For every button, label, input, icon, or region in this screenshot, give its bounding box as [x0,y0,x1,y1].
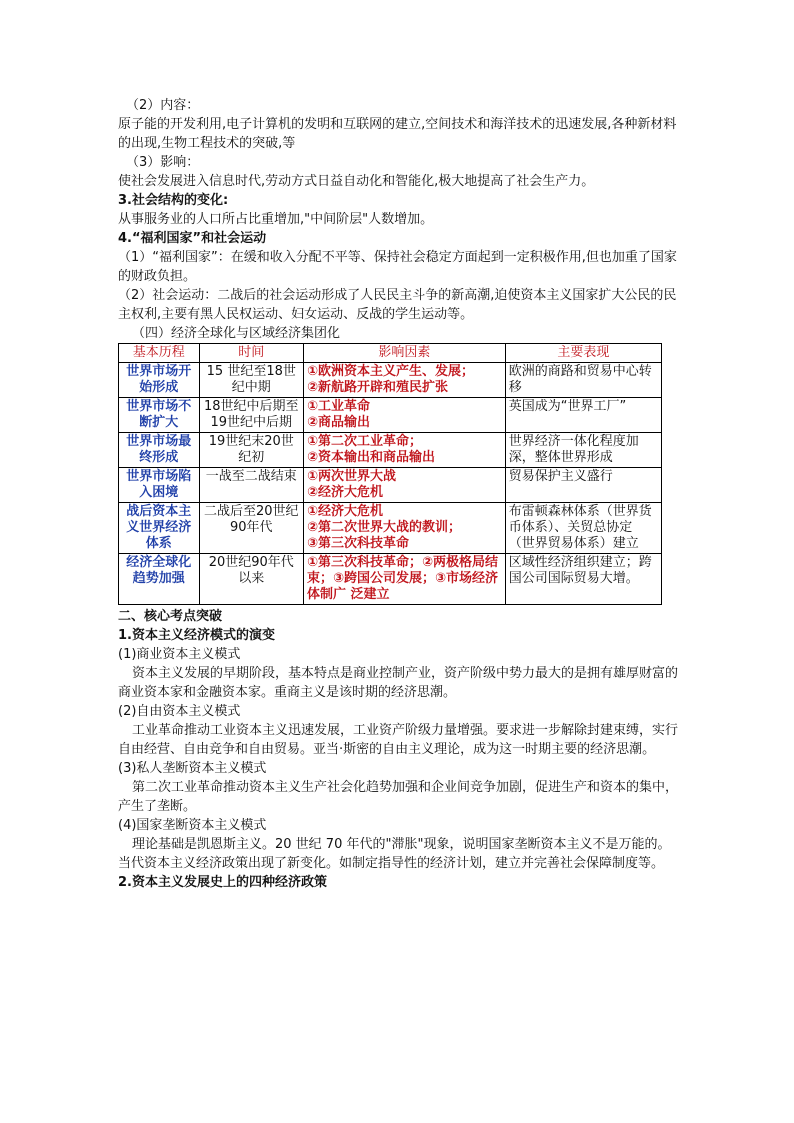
cell-stage: 世界市场陷入困境 [119,468,200,503]
table-header-row [119,344,662,363]
cell-factors [303,433,505,468]
factor-line: ③第三次科技革命 [306,536,409,551]
effect-heading: （3）影响： [126,155,200,170]
cell-time: 二战后至20世纪90年代 [199,503,303,554]
table-title: （四）经济全球化与区域经济集团化 [132,326,341,341]
cell-show: 欧洲的商路和贸易中心转移 [505,363,661,398]
content-text: 原子能的开发利用,电子计算机的发明和互联网的建立,空间技术和海洋技术的迅速发展,各种新材料的出现,生物工程技术的突破,等 [118,117,677,151]
section-four-policies: 2.资本主义发展史上的四种经济政策 [118,875,327,890]
cell-show: 世界经济一体化程度加深，整体世界形成 [505,433,661,468]
table-row [119,503,662,554]
cell-stage: 战后资本主义世界经济体系 [119,503,200,554]
commercial-text: 资本主义发展的早期阶段，基本特点是商业控制产业，资产阶级中势力最大的是拥有雄厚财富的商业资本家和金融资本家。重商主义是该时期的经济思潮。 [118,666,679,700]
header-time: 时间 [199,344,303,363]
social-structure-text: 从事服务业的人口所占比重增加,"中间阶层"人数增加。 [118,212,434,227]
factor-line: ②商品输出 [306,415,370,430]
cell-time: 19世纪末20世纪初 [199,433,303,468]
header-factors: 影响因素 [303,344,505,363]
cell-factors [303,398,505,433]
document-page [118,96,678,892]
factor-line: ②新航路开辟和殖民扩张 [306,380,448,395]
section-economic-models: 1.资本主义经济模式的演变 [118,628,275,643]
cell-stage: 世界市场最终形成 [119,433,200,468]
cell-show: 布雷顿森林体系（世界货币体系）、关贸总协定（世界贸易体系）建立 [505,503,661,554]
content-heading: （2）内容： [126,98,200,113]
subsection-state-monopoly: (4)国家垄断资本主义模式 [118,818,267,833]
subsection-private-monopoly: (3)私人垄断资本主义模式 [118,761,267,776]
factor-line: ②资本输出和商品输出 [306,450,435,465]
cell-stage: 世界市场不断扩大 [119,398,200,433]
section-welfare: 4.“福利国家”和社会运动 [118,231,267,246]
table-row [119,433,662,468]
free-text: 工业革命推动工业资本主义迅速发展，工业资产阶级力量增强。要求进一步解除封建束缚，实行自由经营、自由竞争和自由贸易。亚当·斯密的自由主义理论，成为这一时期主要的经济思潮。 [118,723,679,757]
header-show: 主要表现 [505,344,661,363]
private-monopoly-text: 第二次工业革命推动资本主义生产社会化趋势加强和企业间竞争加剧，促进生产和资本的集中，产生了垄断。 [118,780,679,814]
cell-time: 20世纪90年代以来 [199,554,303,605]
table-row [119,398,662,433]
cell-stage: 世界市场开始形成 [119,363,200,398]
cell-time: 一战至二战结束 [199,468,303,503]
effect-text: 使社会发展进入信息时代,劳动方式日益自动化和智能化,极大地提高了社会生产力。 [118,174,595,189]
state-monopoly-text: 理论基础是凯恩斯主义。20 世纪 70 年代的"滞胀"现象，说明国家垄断资本主义不是万能的。当代资本主义经济政策出现了新变化。如制定指导性的经济计划，建立并完善社会保障制度等。 [118,837,671,871]
table-row [119,363,662,398]
subsection-free: (2)自由资本主义模式 [118,704,241,719]
factor-line: ①欧洲资本主义产生、发展； [306,364,474,379]
header-stage: 基本历程 [119,344,200,363]
cell-stage: 经济全球化趋势加强 [119,554,200,605]
factor-line: ①经济大危机 [306,504,383,519]
cell-factors [303,554,505,605]
table-row [119,468,662,503]
cell-show: 贸易保护主义盛行 [505,468,661,503]
cell-time: 18世纪中后期至19世纪中后期 [199,398,303,433]
factor-line: ①两次世界大战 [306,469,396,484]
factor-line: ①第三次科技革命；②两极格局结束；③跨国公司发展；③市场经济体制广 泛建立 [306,555,498,602]
subsection-commercial: (1)商业资本主义模式 [118,647,241,662]
factor-line: ②第二次世界大战的教训； [306,520,461,535]
table-row [119,554,662,605]
globalization-table [118,343,662,605]
movement-text: （2）社会运动：二战后的社会运动形成了人民民主斗争的新高潮,迫使资本主义国家扩大公民的民主权利,主要有黑人民权运动、妇女运动、反战的学生运动等。 [118,288,677,322]
section-social-structure: 3.社会结构的变化: [118,193,229,208]
factor-line: ①工业革命 [306,399,370,414]
cell-factors [303,363,505,398]
cell-show: 区域性经济组织建立；跨国公司国际贸易大增。 [505,554,661,605]
welfare-text: （1）“福利国家”：在缓和收入分配不平等、保持社会稳定方面起到一定积极作用,但也加重了国家的财政负担。 [118,250,677,284]
factor-line: ①第二次工业革命； [306,434,422,449]
section-core: 二、核心考点突破 [118,609,223,624]
cell-show: 英国成为“世界工厂” [505,398,661,433]
cell-factors [303,468,505,503]
cell-time: 15 世纪至18世纪中期 [199,363,303,398]
cell-factors [303,503,505,554]
factor-line: ②经济大危机 [306,485,383,500]
